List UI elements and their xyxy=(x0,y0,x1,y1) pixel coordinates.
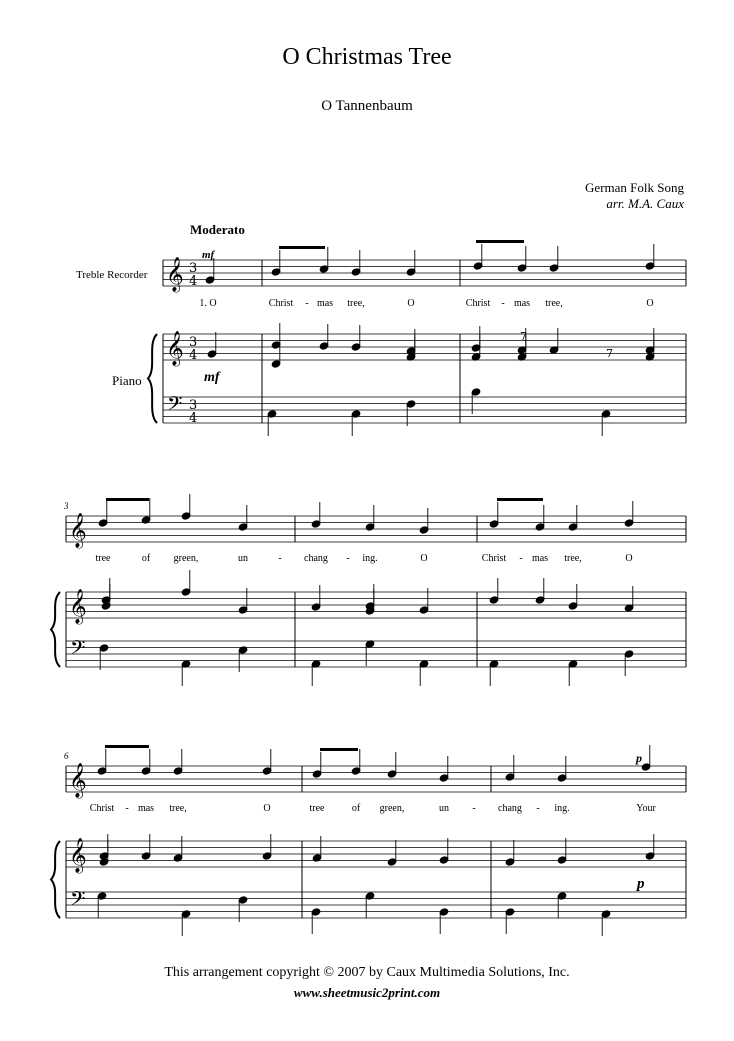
note-head xyxy=(406,268,416,276)
note-head xyxy=(262,852,272,860)
note-head xyxy=(387,858,397,866)
note-head xyxy=(419,606,429,614)
note-head xyxy=(645,852,655,860)
lyric-syllable: 1. O xyxy=(199,298,217,309)
note-head xyxy=(601,410,611,418)
measure-number: 6 xyxy=(64,751,69,761)
lyric-syllable: Christ xyxy=(89,803,115,814)
website-link[interactable]: www.sheetmusic2print.com xyxy=(293,985,441,1000)
note-head xyxy=(101,602,111,610)
note-head xyxy=(238,523,248,531)
lyric-hyphen: - xyxy=(501,298,505,309)
lyric-syllable: of xyxy=(351,803,361,814)
composer-credit: German Folk Song xyxy=(585,180,684,195)
note-beam xyxy=(105,745,149,748)
note-head xyxy=(238,896,248,904)
time-signature: 4 xyxy=(189,411,198,426)
lyric-syllable: mas xyxy=(316,298,334,309)
lyric-syllable: tree xyxy=(309,803,325,814)
treble-clef: 𝄞 xyxy=(69,589,87,624)
lyric-hyphen: - xyxy=(346,553,350,564)
lyric-syllable: O xyxy=(420,553,428,564)
note-head xyxy=(624,650,634,658)
note-head xyxy=(97,892,107,900)
lyric-syllable: chang xyxy=(304,553,328,564)
lyric-syllable: Christ xyxy=(268,298,294,309)
treble-clef: 𝄞 xyxy=(69,513,87,548)
lyric-hyphen: - xyxy=(278,553,282,564)
note-beam xyxy=(106,498,149,501)
note-head xyxy=(439,774,449,782)
note-head xyxy=(312,770,322,778)
note-head xyxy=(319,265,329,273)
time-signature: 3 xyxy=(189,335,198,350)
lyric-syllable: mas xyxy=(531,553,549,564)
lyric-syllable: O xyxy=(646,298,654,309)
lyric-hyphen: - xyxy=(536,803,540,814)
note-head xyxy=(535,596,545,604)
note-head xyxy=(624,519,634,527)
lyric-syllable: green, xyxy=(173,553,199,564)
note-head xyxy=(267,410,277,418)
note-beam xyxy=(476,240,524,243)
lyric-syllable: ing. xyxy=(362,553,378,564)
note-head xyxy=(99,858,109,866)
lyric-syllable: ing. xyxy=(554,803,570,814)
lyric-hyphen: - xyxy=(472,803,476,814)
time-signature: 3 xyxy=(189,261,198,276)
note-head xyxy=(568,602,578,610)
treble-clef: 𝄞 xyxy=(69,763,87,798)
note-head xyxy=(319,342,329,350)
note-head xyxy=(645,262,655,270)
note-beam xyxy=(497,498,543,501)
dynamic-recorder-start: mf xyxy=(202,249,215,261)
note-head xyxy=(311,520,321,528)
note-head xyxy=(98,519,108,527)
note-head xyxy=(141,852,151,860)
note-head xyxy=(173,767,183,775)
note-head xyxy=(473,262,483,270)
note-head xyxy=(311,603,321,611)
note-head xyxy=(549,264,559,272)
instrument-label-recorder: Treble Recorder xyxy=(76,269,148,281)
note-head xyxy=(439,908,449,916)
note-head xyxy=(365,892,375,900)
treble-clef: 𝄞 xyxy=(166,257,184,292)
note-head xyxy=(351,767,361,775)
time-signature: 4 xyxy=(189,274,198,289)
dynamic-recorder-end: p xyxy=(636,751,642,765)
note-head xyxy=(351,268,361,276)
rest-mark: 7 xyxy=(606,347,613,360)
note-head xyxy=(557,856,567,864)
lyric-syllable: O xyxy=(625,553,633,564)
note-head xyxy=(535,523,545,531)
measure-number: 3 xyxy=(64,501,69,511)
piano-brace xyxy=(51,841,60,918)
note-head xyxy=(471,344,481,352)
note-head xyxy=(238,606,248,614)
note-head xyxy=(471,388,481,396)
lyric-syllable: O xyxy=(407,298,415,309)
lyric-syllable: un xyxy=(439,803,449,814)
arranger-credit: arr. M.A. Caux xyxy=(606,196,684,211)
lyric-syllable: tree, xyxy=(564,553,582,564)
lyric-syllable: tree, xyxy=(347,298,365,309)
note-head xyxy=(505,908,515,916)
note-head xyxy=(641,763,651,771)
note-head xyxy=(205,276,215,284)
treble-clef: 𝄞 xyxy=(69,838,87,873)
note-head xyxy=(557,774,567,782)
note-head xyxy=(505,858,515,866)
note-beam xyxy=(320,748,358,751)
dynamic-piano-start: mf xyxy=(204,370,220,385)
lyric-syllable: tree, xyxy=(169,803,187,814)
lyric-syllable: O xyxy=(263,803,271,814)
lyric-hyphen: - xyxy=(305,298,309,309)
time-signature: 3 xyxy=(189,398,198,413)
note-head xyxy=(262,767,272,775)
bass-clef: 𝄢 xyxy=(167,392,183,420)
note-head xyxy=(351,343,361,351)
bass-clef: 𝄢 xyxy=(70,887,86,915)
piano-brace xyxy=(51,592,60,667)
lyric-syllable: tree xyxy=(95,553,111,564)
note-head xyxy=(439,856,449,864)
instrument-label-piano: Piano xyxy=(112,373,142,388)
note-beam xyxy=(279,246,325,249)
piano-brace xyxy=(148,334,157,423)
time-signature: 4 xyxy=(189,348,198,363)
lyric-syllable: mas xyxy=(137,803,155,814)
treble-clef: 𝄞 xyxy=(166,331,184,366)
lyric-syllable: chang xyxy=(498,803,522,814)
note-head xyxy=(406,400,416,408)
note-head xyxy=(207,350,217,358)
lyric-syllable: Christ xyxy=(465,298,491,309)
note-head xyxy=(141,767,151,775)
lyric-hyphen: - xyxy=(125,803,129,814)
note-head xyxy=(181,910,191,918)
note-head xyxy=(419,526,429,534)
page-title: O Christmas Tree xyxy=(282,44,452,70)
note-head xyxy=(568,523,578,531)
note-head xyxy=(141,516,151,524)
note-head xyxy=(97,767,107,775)
note-head xyxy=(238,646,248,654)
rest-mark: 7 xyxy=(520,330,527,343)
page-subtitle: O Tannenbaum xyxy=(321,98,413,114)
note-head xyxy=(489,520,499,528)
note-head xyxy=(351,410,361,418)
note-head xyxy=(312,854,322,862)
lyric-syllable: of xyxy=(141,553,151,564)
note-head xyxy=(517,264,527,272)
note-head xyxy=(311,908,321,916)
bass-clef: 𝄢 xyxy=(70,636,86,664)
note-head xyxy=(489,596,499,604)
lyric-syllable: Your xyxy=(636,803,656,814)
note-head xyxy=(505,773,515,781)
note-head xyxy=(181,512,191,520)
note-head xyxy=(365,523,375,531)
note-head xyxy=(387,770,397,778)
lyric-syllable: un xyxy=(238,553,248,564)
note-head xyxy=(181,588,191,596)
lyric-hyphen: - xyxy=(519,553,523,564)
note-head xyxy=(271,268,281,276)
lyric-syllable: mas xyxy=(513,298,531,309)
note-head xyxy=(99,644,109,652)
dynamic-piano-end: p xyxy=(637,876,645,892)
tempo-marking: Moderato xyxy=(190,222,245,237)
lyric-syllable: Christ xyxy=(481,553,507,564)
note-head xyxy=(271,360,281,368)
note-head xyxy=(173,854,183,862)
copyright-notice: This arrangement copyright © 2007 by Caux Multimedia Solutions, Inc. xyxy=(164,965,570,980)
lyric-syllable: green, xyxy=(379,803,405,814)
note-head xyxy=(601,910,611,918)
note-head xyxy=(271,341,281,349)
lyric-syllable: tree, xyxy=(545,298,563,309)
note-head xyxy=(557,892,567,900)
